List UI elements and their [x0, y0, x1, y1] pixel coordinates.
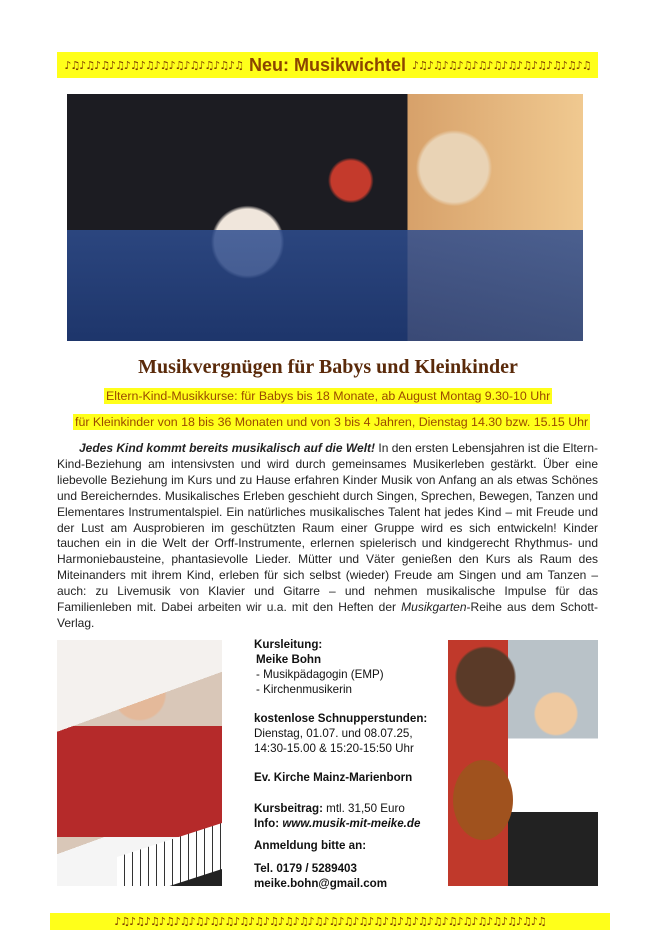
course-leader-block — [254, 637, 384, 697]
location: Ev. Kirche Mainz-Marienborn — [254, 771, 413, 784]
lead-sentence: Jedes Kind kommt bereits musikalisch auf die Welt! — [79, 441, 376, 455]
fee-value: mtl. 31,50 Euro — [322, 802, 405, 815]
music-notes-decoration-left: ♪♫♪♫♪♫♪♫♪♫♪♫♪♫♪♫♪♫♪♫♪♫♪♫ — [64, 58, 243, 72]
fee-block — [254, 801, 420, 831]
fee-label: Kursbeitrag: — [254, 802, 323, 815]
web-line — [254, 816, 420, 831]
top-banner — [57, 52, 598, 78]
website-link[interactable]: www.musik-mit-meike.de — [282, 817, 421, 830]
email-link[interactable]: meike.bohn@gmail.com — [254, 877, 388, 890]
signup-block — [254, 838, 366, 853]
music-notes-decoration-bottom: ♪♫♪♫♪♫♪♫♪♫♪♫♪♫♪♫♪♫♪♫♪♫♪♫♪♫♪♫♪♫♪♫♪♫♪♫♪♫♪♫♪♫♪♫♪♫♪♫♪♫♪♫♪♫♪♫♪♫ — [114, 915, 546, 928]
web-label: Info: — [254, 817, 280, 830]
piano-keys — [117, 823, 222, 886]
guitar — [453, 760, 513, 840]
phone: Tel. 0179 / 5289403 — [254, 862, 357, 875]
fee-line — [254, 801, 420, 816]
trial-label: kostenlose Schnupperstunden: — [254, 712, 428, 725]
leader-name: Meike Bohn — [256, 653, 322, 666]
signup-label: Anmeldung bitte an: — [254, 839, 367, 852]
location-block — [254, 770, 412, 785]
contact-block — [254, 861, 387, 891]
series-name: Musikgarten — [401, 600, 467, 615]
headline: Musikvergnügen für Babys und Kleinkinder — [138, 356, 518, 378]
music-notes-decoration-right: ♪♫♪♫♪♫♪♫♪♫♪♫♪♫♪♫♪♫♪♫♪♫♪♫ — [412, 58, 591, 72]
description-text-2: -Reihe aus dem Schott-Verlag. — [57, 600, 599, 630]
trial-lessons-block — [254, 711, 427, 756]
trial-times: 14:30-15.00 & 15:20-15:50 Uhr — [254, 742, 414, 755]
description-text-1: In den ersten Lebensjahren ist die Eltern-Kind-Beziehung am intensivsten und wird durch gemeinsames Musikerleben gestärkt. Über eine liebevolle Beziehung im Kurs und zu Hause erfahren Kinder Musik von Anfang an als etwas Schönes und Bereicherndes. Musikalisches Erleben geschieht durch Singen, Sprechen, Bewegen, Tanzen und Elementares Instrumentalspiel. Ein natürliches musikalisches Talent hat jedes Kind – mit Freude und der Lust am Ausprobieren im geschützten Raum einer Gruppe wird es sich entwickeln! Kinder tauchen ein in die Welt der Orff-Instrumente, erlernen spielerisch und kindgerecht Rhythmus- und Harmoniebausteine, phantasievolle Lieder. Mütter und Väter genießen den Kurs als Raum des Miteinanders mit ihrem Kind, erleben für sich selbst (wieder) Freude am Singen und am Tanzen – auch: zu Livemusik von Klavier und Gitarre – und nehmen musikalische Impulse für das Familienleben mit. Dabei arbeiten wir u.a. mit den Heften der — [57, 441, 598, 615]
kursleitung-label: Kursleitung: — [254, 638, 323, 651]
leader-role-1: - Musikpädagogin (EMP) — [256, 668, 384, 681]
guitar-teacher-photo — [448, 640, 598, 886]
course-toddlers-highlight: für Kleinkinder von 18 bis 36 Monaten und von 3 bis 4 Jahren, Dienstag 14.30 bzw. 15.15 Uhr — [75, 415, 589, 429]
leader-role-2: - Kirchenmusikerin — [256, 683, 352, 696]
group-music-class-photo — [67, 94, 583, 341]
description-paragraph — [57, 441, 598, 632]
course-babies-highlight: Eltern-Kind-Musikkurse: für Babys bis 18 Monate, ab August Montag 9.30-10 Uhr — [106, 389, 551, 403]
banner-title: Neu: Musikwichtel — [248, 54, 407, 75]
piano-teacher-photo — [57, 640, 222, 886]
bottom-banner — [50, 913, 610, 930]
trial-dates: Dienstag, 01.07. und 08.07.25, — [254, 727, 413, 740]
blue-floor-mat — [67, 230, 583, 341]
